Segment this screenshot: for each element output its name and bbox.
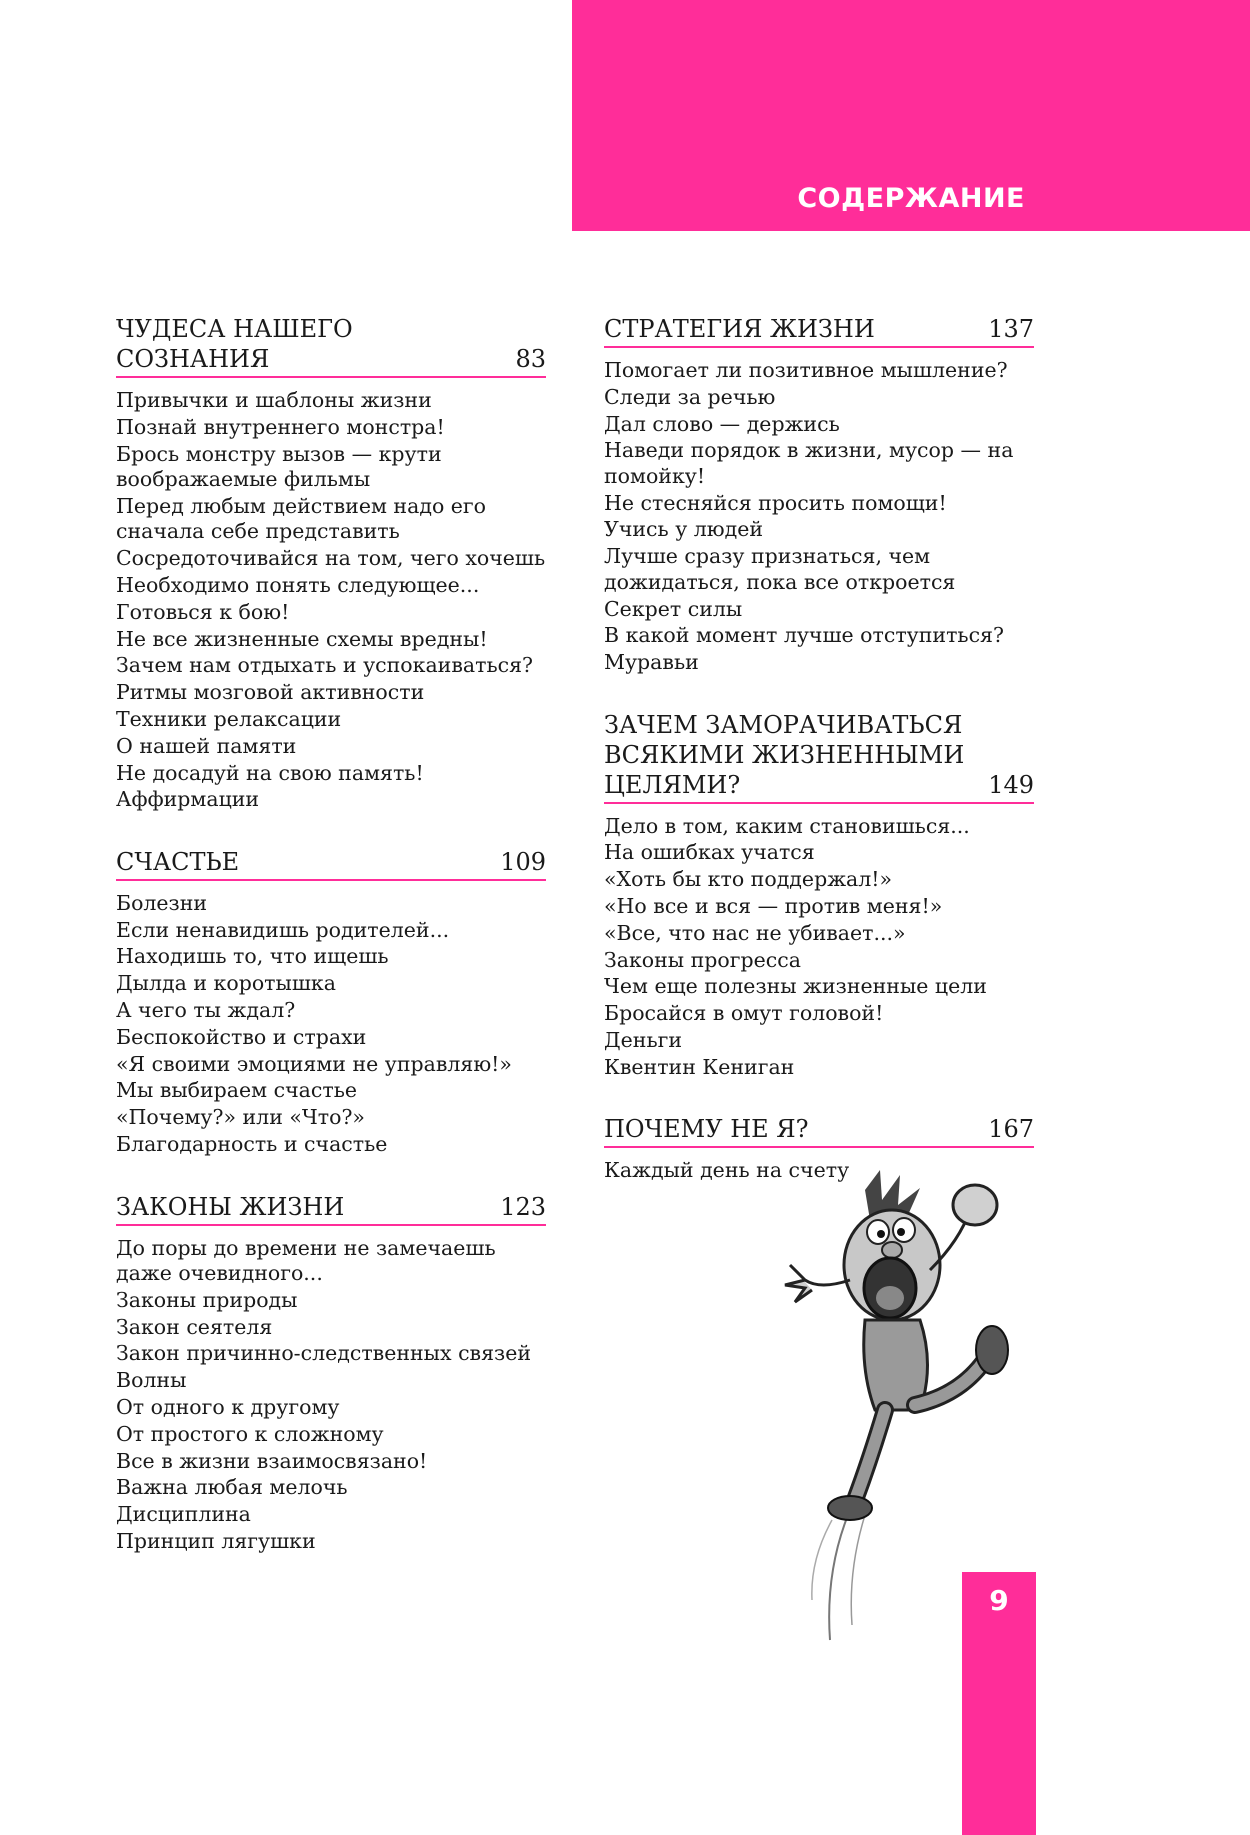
toc-item[interactable]: Зачем нам отдыхать и успокаиваться?: [116, 653, 534, 678]
toc-item[interactable]: Бросайся в омут головой!: [604, 1001, 884, 1026]
toc-section-page: 123: [500, 1192, 546, 1221]
toc-section-header[interactable]: [116, 847, 546, 881]
toc-item[interactable]: «Почему?» или «Что?»: [116, 1105, 365, 1130]
toc-item[interactable]: Дисциплина: [116, 1502, 251, 1527]
toc-item[interactable]: Дылда и коротышка: [116, 971, 336, 996]
toc-item[interactable]: Лучше сразу признаться, чем дожидаться, пока все откроется: [604, 544, 956, 594]
toc-item[interactable]: Если ненавидишь родителей...: [116, 917, 450, 942]
toc-item[interactable]: Помогает ли позитивное мышление?: [604, 358, 1008, 382]
toc-section-header[interactable]: [604, 710, 1034, 804]
toc-item[interactable]: «Но все и вся — против меня!»: [604, 894, 943, 919]
toc-item[interactable]: Законы прогресса: [604, 947, 801, 972]
toc-item-list: [116, 891, 546, 1158]
toc-item[interactable]: Не стесняйся просить помощи!: [604, 490, 947, 515]
toc-item[interactable]: Волны: [116, 1368, 187, 1393]
toc-item[interactable]: Наведи порядок в жизни, мусор — на помойку!: [604, 438, 1014, 488]
toc-item[interactable]: Важна любая мелочь: [116, 1475, 348, 1500]
toc-item[interactable]: А чего ты ждал?: [116, 998, 296, 1023]
toc-item[interactable]: Находишь то, что ищешь: [116, 944, 389, 969]
toc-section-title: ЗАЧЕМ ЗАМОРАЧИВАТЬСЯ ВСЯКИМИ ЖИЗНЕННЫМИ ЦЕЛЯМИ?: [604, 710, 965, 799]
toc-item[interactable]: Не все жизненные схемы вредны!: [116, 626, 488, 651]
toc-item[interactable]: Благодарность и счастье: [116, 1132, 388, 1157]
toc-item[interactable]: Ритмы мозговой активности: [116, 680, 425, 705]
toc-section: [116, 847, 546, 1158]
toc-item[interactable]: Следи за речью: [604, 384, 776, 409]
toc-item[interactable]: Мы выбираем счастье: [116, 1078, 357, 1103]
toc-item[interactable]: «Хоть бы кто поддержал!»: [604, 867, 893, 892]
toc-item[interactable]: «Все, что нас не убивает...»: [604, 920, 906, 945]
toc-section-page: 167: [988, 1115, 1034, 1144]
page-number: 9: [989, 1584, 1009, 1617]
toc-section-header[interactable]: [604, 1114, 1034, 1148]
toc-section-page: 83: [515, 345, 546, 373]
toc-item[interactable]: Деньги: [604, 1028, 683, 1053]
toc-item[interactable]: Учись у людей: [604, 517, 764, 542]
toc-item[interactable]: Принцип лягушки: [116, 1529, 316, 1553]
toc-item[interactable]: Чем еще полезны жизненные цели: [604, 974, 987, 999]
toc-item[interactable]: Дело в том, каким становишься...: [604, 813, 970, 838]
toc-section-title: СТРАТЕГИЯ ЖИЗНИ: [604, 315, 875, 343]
toc-section: [604, 710, 1034, 1081]
toc-item[interactable]: Познай внутреннего монстра!: [116, 414, 445, 439]
toc-item[interactable]: От простого к сложному: [116, 1421, 384, 1446]
toc-item[interactable]: Секрет силы: [604, 596, 743, 621]
toc-item[interactable]: Техники релаксации: [116, 706, 342, 731]
toc-item[interactable]: Квентин Кениган: [604, 1054, 795, 1079]
toc-item[interactable]: Беспокойство и страхи: [116, 1024, 367, 1049]
toc-item[interactable]: Муравьи: [604, 650, 699, 675]
toc-item[interactable]: Не досадуй на свою память!: [116, 760, 424, 785]
toc-item[interactable]: Привычки и шаблоны жизни: [116, 388, 432, 412]
toc-section-header[interactable]: [116, 314, 546, 378]
toc-item[interactable]: Перед любым действием надо его сначала себе представить: [116, 493, 487, 544]
toc-item[interactable]: Необходимо понять следующее...: [116, 572, 480, 597]
toc-item[interactable]: Законы природы: [116, 1287, 298, 1312]
toc-item[interactable]: Закон причинно-следственных связей: [116, 1341, 531, 1366]
toc-item[interactable]: Дал слово — держись: [604, 411, 840, 436]
toc-item[interactable]: Аффирмации: [116, 787, 260, 812]
toc-section: [116, 1192, 546, 1555]
toc-item-list: [116, 388, 546, 813]
toc-item[interactable]: В какой момент лучше отступиться?: [604, 623, 1004, 648]
toc-item[interactable]: Болезни: [116, 890, 208, 915]
toc-item[interactable]: До поры до времени не замечаешь даже очевидного...: [116, 1235, 496, 1286]
toc-item-list: [604, 358, 1034, 676]
toc-left-column: [116, 314, 546, 1589]
toc-item[interactable]: От одного к другому: [116, 1395, 340, 1420]
toc-item[interactable]: «Я своими эмоциями не управляю!»: [116, 1051, 512, 1076]
toc-section-page: 137: [988, 315, 1034, 343]
toc-item[interactable]: Все в жизни взаимосвязано!: [116, 1448, 428, 1473]
toc-item[interactable]: Брось монстру вызов — крути воображаемые фильмы: [116, 441, 442, 492]
toc-section-title: ЗАКОНЫ ЖИЗНИ: [116, 1192, 345, 1221]
toc-section: [116, 314, 546, 813]
toc-section-title: ПОЧЕМУ НЕ Я?: [604, 1115, 809, 1144]
toc-section-title: СЧАСТЬЕ: [116, 847, 240, 876]
toc-item[interactable]: Сосредоточивайся на том, чего хочешь: [116, 546, 546, 571]
toc-item[interactable]: О нашей памяти: [116, 733, 297, 758]
header-band: [572, 0, 1250, 231]
toc-item[interactable]: На ошибках учатся: [604, 840, 815, 865]
toc-item-list: [604, 814, 1034, 1081]
toc-right-column: [604, 314, 1034, 1218]
toc-section-header[interactable]: [604, 314, 1034, 348]
page-number-tab: [962, 1572, 1036, 1835]
toc-section: [604, 314, 1034, 676]
toc-section-title: ЧУДЕСА НАШЕГО СОЗНАНИЯ: [116, 315, 353, 373]
toc-item[interactable]: Закон сеятеля: [116, 1314, 273, 1339]
toc-item-list: [116, 1236, 546, 1555]
toc-section-page: 109: [500, 847, 546, 876]
toc-item[interactable]: Каждый день на счету: [604, 1158, 850, 1183]
toc-section-page: 149: [988, 770, 1034, 799]
page-title: СОДЕРЖАНИЕ: [797, 183, 1025, 214]
toc-section-header[interactable]: [116, 1192, 546, 1226]
toc-item[interactable]: Готовься к бою!: [116, 599, 290, 624]
